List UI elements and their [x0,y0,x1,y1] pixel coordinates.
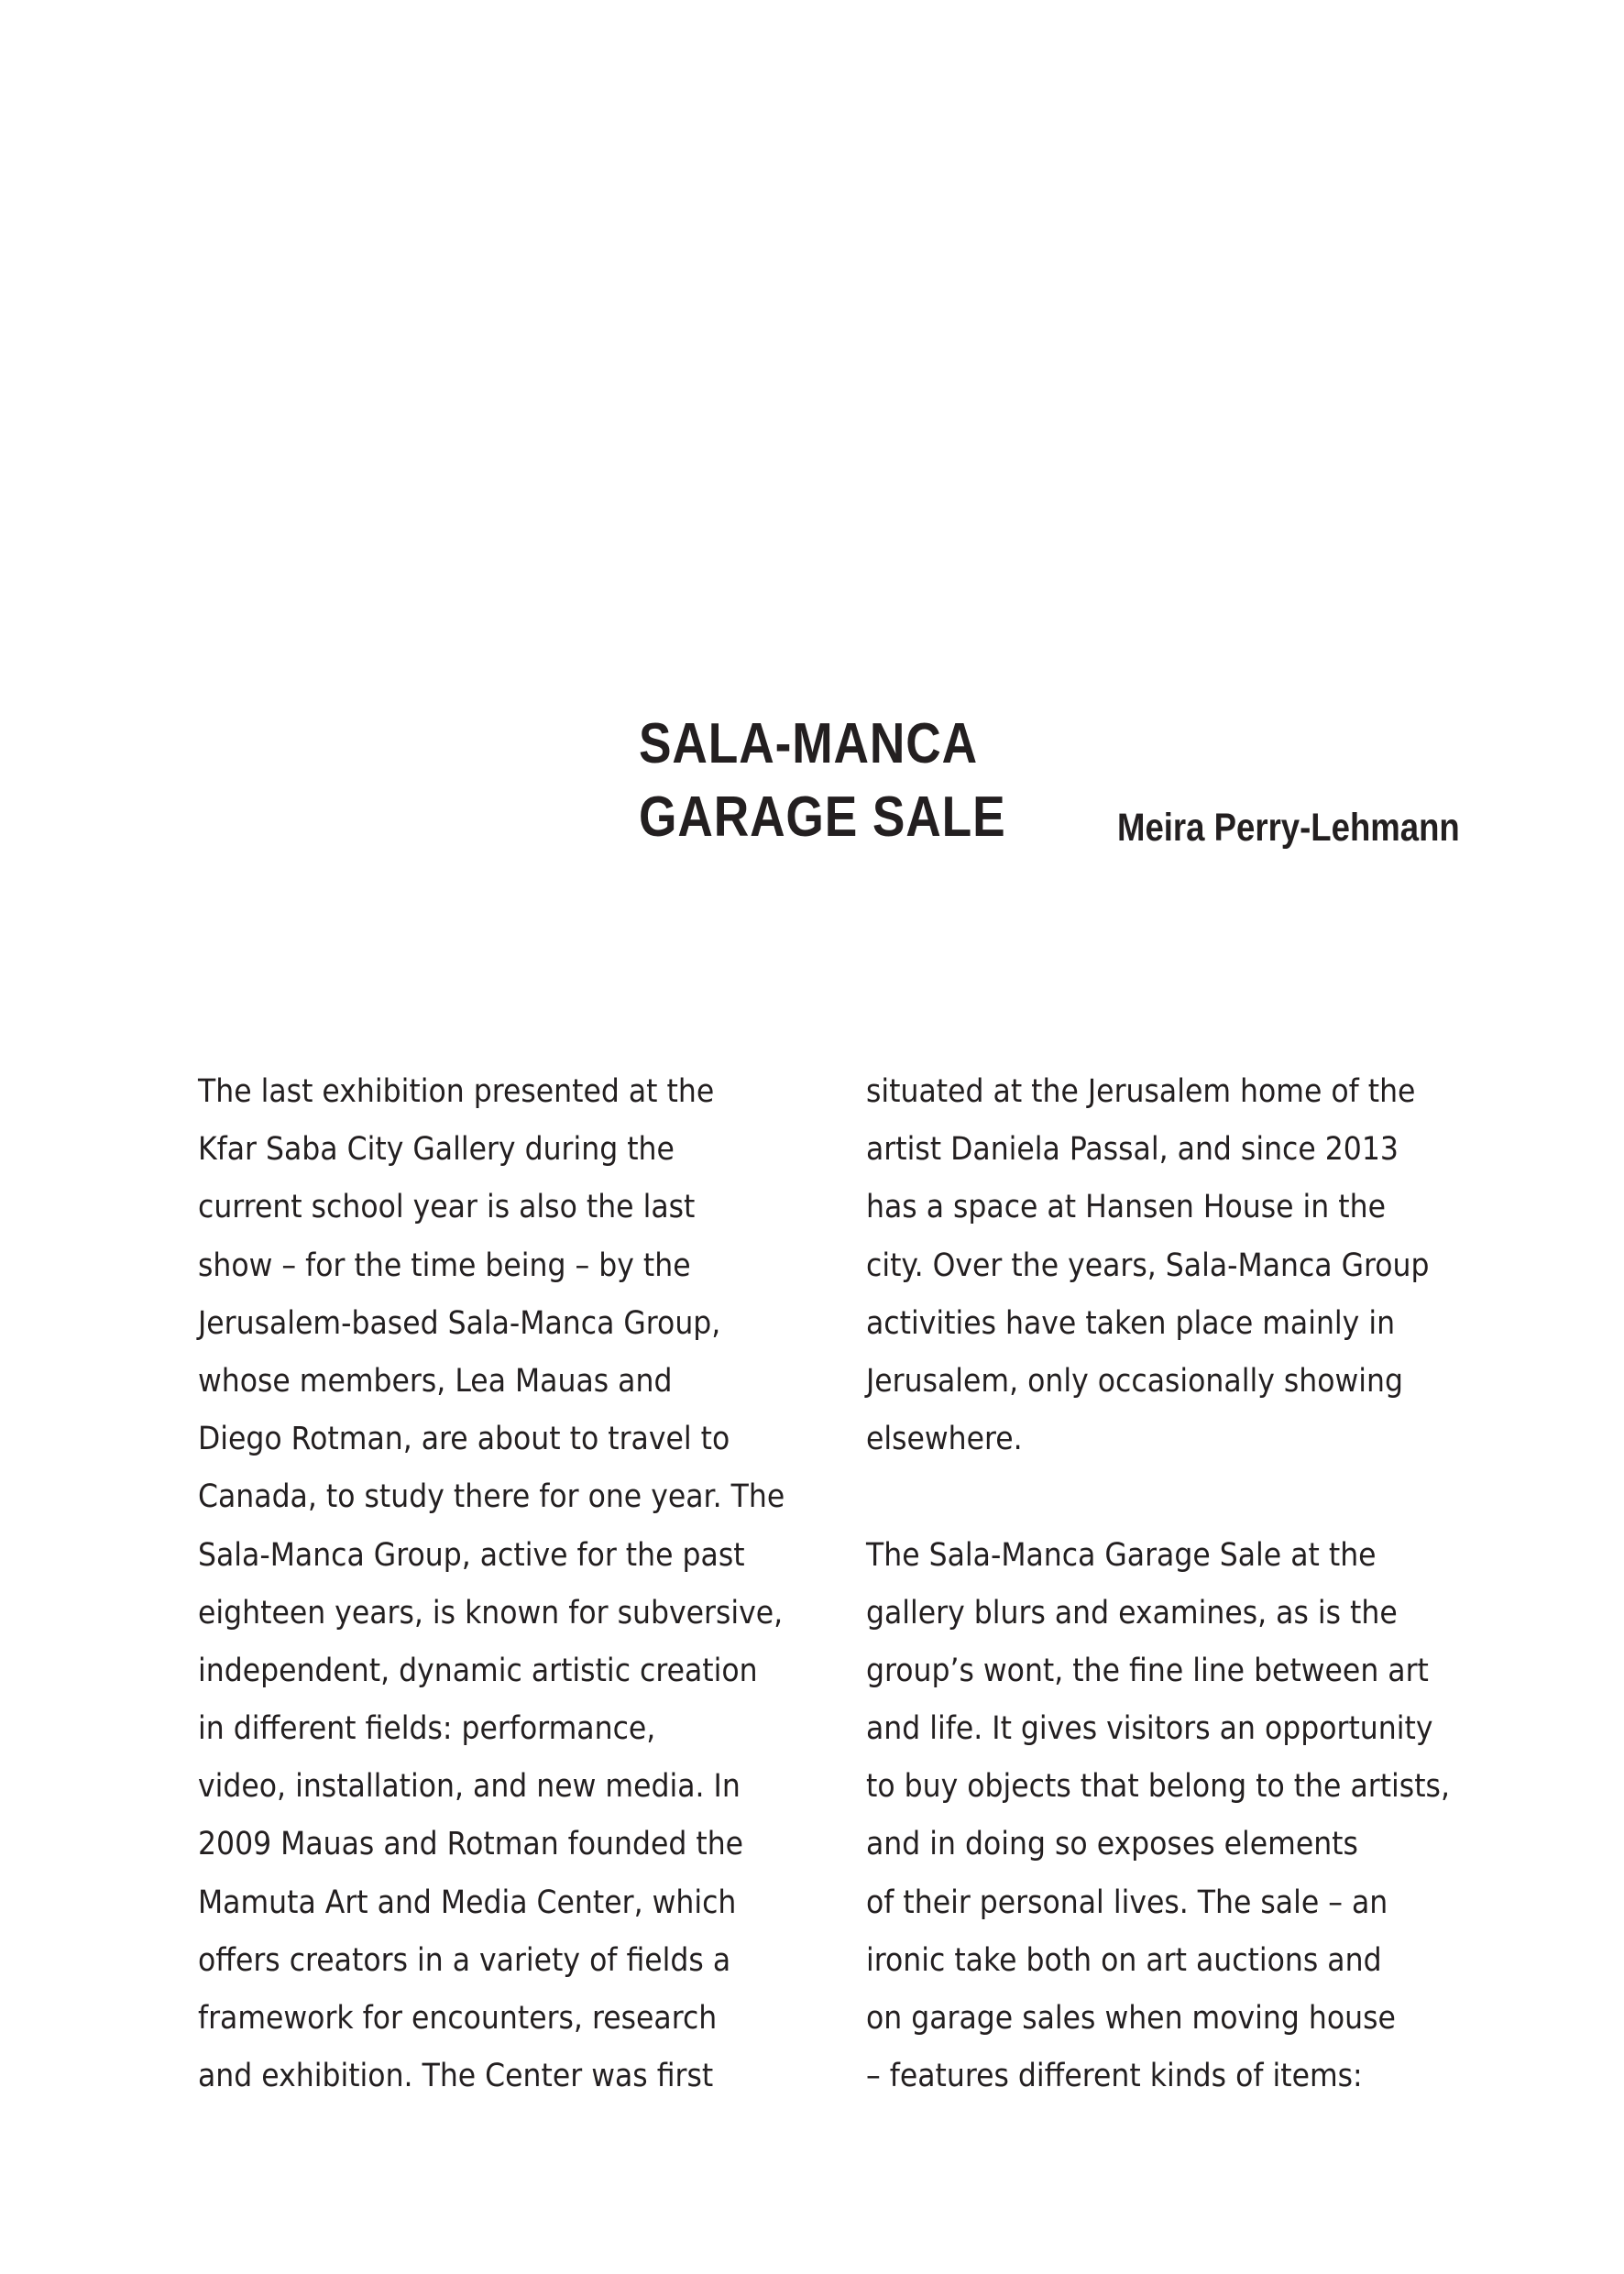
body-text-line: in different fields: performance, [198,1710,656,1748]
body-text-line: Jerusalem-based Sala-Manca Group, [198,1304,721,1342]
paragraph [866,1063,1515,1468]
body-text-line: artist Daniela Passal, and since 2013 [866,1131,1399,1169]
article-author: Meira Perry-Lehmann [1117,806,1460,850]
body-text-line: eighteen years, is known for subversive, [198,1594,784,1631]
text-column-right [866,1063,1515,2105]
body-text-line: framework for encounters, research [198,2000,718,2037]
article-title-line-2: GARAGE SALE [639,785,1006,849]
body-text-line: and in doing so exposes elements [866,1826,1358,1863]
body-text-line: offers creators in a variety of fields a [198,1941,731,1979]
body-text-line: to buy objects that belong to the artists, [866,1768,1450,1806]
body-text-line: and life. It gives visitors an opportunity [866,1710,1433,1748]
body-text-line: Diego Rotman, are about to travel to [198,1421,730,1458]
paragraph [866,1527,1515,2106]
body-text-line: Jerusalem, only occasionally showing [866,1362,1403,1400]
body-text-line: on garage sales when moving house [866,2000,1396,2037]
body-text-line: of their personal lives. The sale – an [866,1884,1388,1921]
body-text-line: – features different kinds of items: [866,2058,1363,2095]
text-column-left [198,1063,850,2105]
body-text-line: city. Over the years, Sala-Manca Group [866,1247,1430,1284]
body-text-line: group’s wont, the fine line between art [866,1652,1429,1689]
body-text-line: video, installation, and new media. In [198,1768,741,1806]
body-text-line: situated at the Jerusalem home of the [866,1073,1416,1110]
body-text-line: ironic take both on art auctions and [866,1941,1382,1979]
body-text-line: has a space at Hansen House in the [866,1189,1386,1226]
body-text-line: gallery blurs and examines, as is the [866,1594,1398,1631]
body-text-line: whose members, Lea Mauas and [198,1362,673,1400]
body-text-line: show – for the time being – by the [198,1247,691,1284]
body-text-line: independent, dynamic artistic creation [198,1652,758,1689]
body-text-line: 2009 Mauas and Rotman founded the [198,1826,744,1863]
body-text-line: Sala-Manca Group, active for the past [198,1536,745,1574]
paragraph-gap [866,1468,1515,1526]
body-text-line: and exhibition. The Center was first [198,2058,714,2095]
body-text-line: Mamuta Art and Media Center, which [198,1884,737,1921]
body-text-line: The Sala-Manca Garage Sale at the [866,1536,1377,1574]
body-text-line: The last exhibition presented at the [198,1073,715,1110]
body-text-line: current school year is also the last [198,1189,696,1226]
body-text-line: Kfar Saba City Gallery during the [198,1131,675,1169]
article-title-line-1: SALA-MANCA [639,712,978,775]
article-title [639,708,1006,854]
body-text-line: activities have taken place mainly in [866,1304,1396,1342]
body-text-line: Canada, to study there for one year. The [198,1478,785,1516]
body-text-line: elsewhere. [866,1421,1023,1458]
